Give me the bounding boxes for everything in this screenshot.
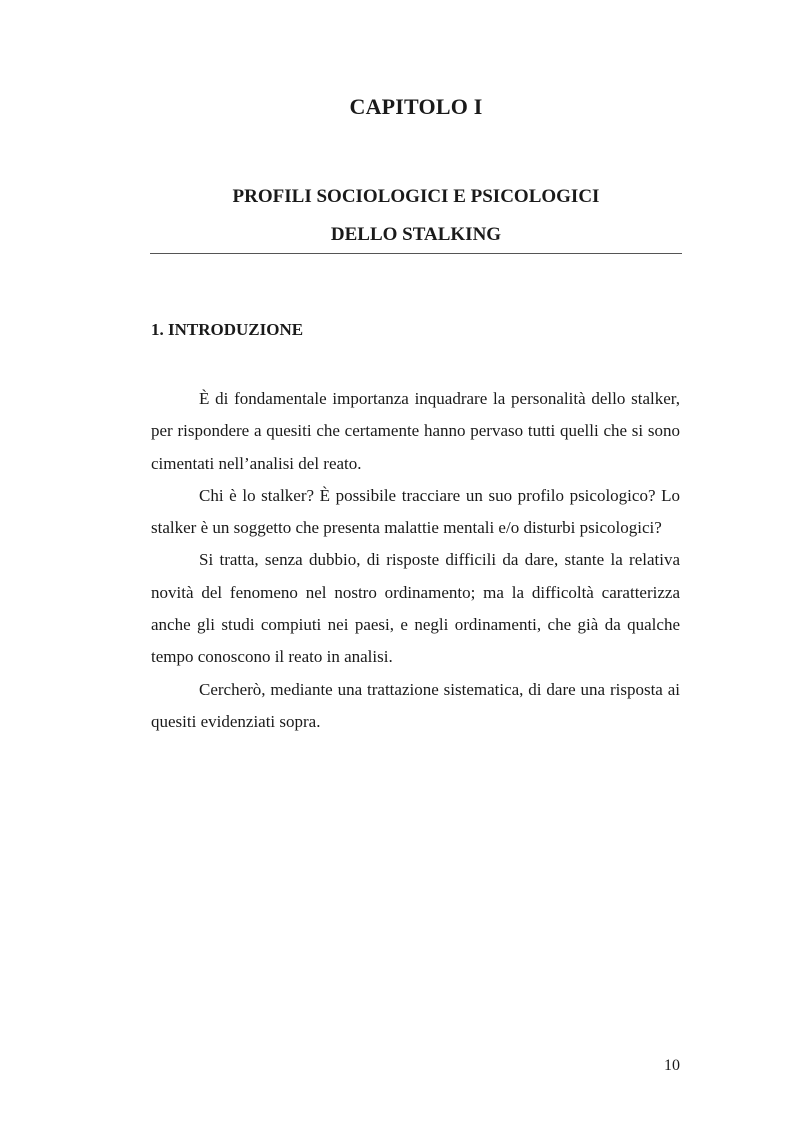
paragraph: Si tratta, senza dubbio, di risposte difficili da dare, stante la relativa novità del fenomeno nel nostro ordinamento; ma la difficoltà caratterizza anche gli studi compiuti nei paesi, e negli ordinamenti, che già da qualche tempo conoscono il reato in analisi. xyxy=(151,550,680,667)
section-title xyxy=(0,178,794,254)
horizontal-divider xyxy=(150,253,682,254)
subsection-heading: 1. INTRODUZIONE xyxy=(151,320,304,339)
paragraph: Cercherò, mediante una trattazione sistematica, di dare una risposta ai quesiti evidenziati sopra. xyxy=(151,679,680,731)
section-title-line-1: PROFILI SOCIOLOGICI E PSICOLOGICI xyxy=(232,186,600,207)
body-text xyxy=(151,383,680,738)
section-title-line-2: DELLO STALKING xyxy=(330,224,502,245)
chapter-title: CAPITOLO I xyxy=(349,94,483,119)
paragraph: Chi è lo stalker? È possibile tracciare un suo profilo psicologico? Lo stalker è un soggetto che presenta malattie mentali e/o disturbi psicologici? xyxy=(151,485,680,538)
paragraph: È di fondamentale importanza inquadrare la personalità dello stalker, per rispondere a quesiti che certamente hanno pervaso tutti quelli che si sono cimentati nell’analisi del reato. xyxy=(151,389,680,473)
page-number: 10 xyxy=(664,1057,680,1074)
